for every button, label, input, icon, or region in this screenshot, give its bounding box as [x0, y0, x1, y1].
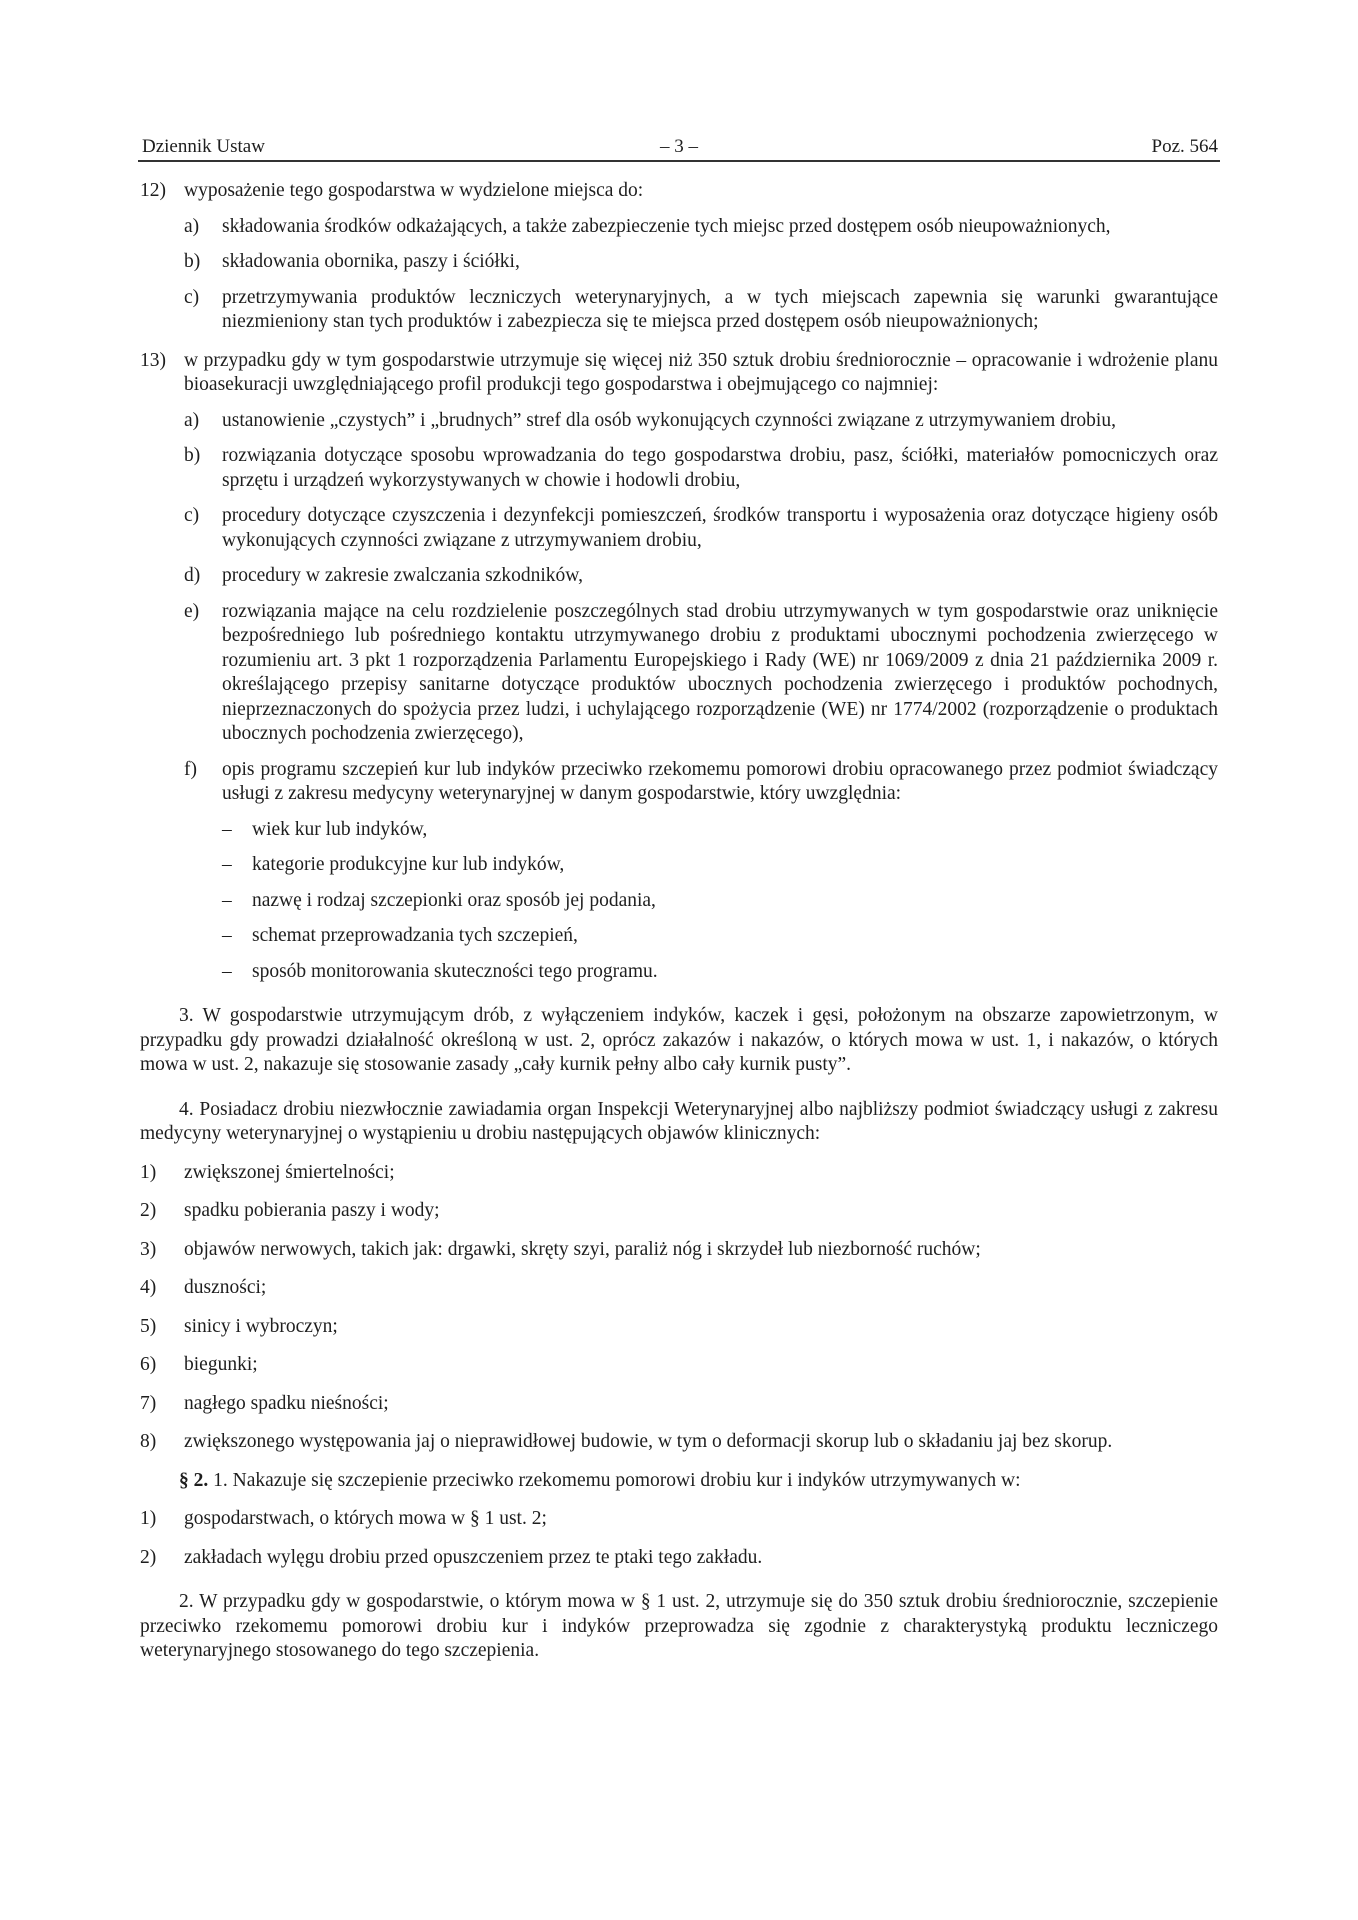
item-number: 8)	[140, 1431, 157, 1452]
sub-item	[140, 758, 1218, 807]
sub-item-label: c)	[184, 505, 200, 526]
sub-item	[140, 286, 1218, 335]
item-text: zwiększonego występowania jaj o nieprawidłowej budowie, w tym o deformacji skorup lub o składaniu jaj bez skorup.	[184, 1431, 1113, 1452]
bullet-item	[140, 889, 1218, 914]
sub-item	[140, 409, 1218, 434]
item-text: w przypadku gdy w tym gospodarstwie utrzymuje się więcej niż 350 sztuk drobiu średniorocznie – opracowanie i wdrożenie planu bioasekuracji uwzględniającego profil produkcji tego gospodarstwa i obejmującego co najmniej:	[184, 349, 1218, 395]
item-number: 2)	[140, 1200, 157, 1221]
sub-item-text: procedury w zakresie zwalczania szkodników,	[222, 565, 583, 586]
item-number: 6)	[140, 1354, 157, 1375]
list-item	[140, 349, 1218, 398]
item-text: objawów nerwowych, takich jak: drgawki, skręty szyi, paraliż nóg i skrzydeł lub niezborność ruchów;	[184, 1238, 981, 1260]
sub-item-label: a)	[184, 215, 200, 237]
sub-item-text: opis programu szczepień kur lub indyków przeciwko rzekomemu pomorowi drobiu opracowanego przez podmiot świadczący usługi z zakresu medycyny weterynaryjnej w danym gospodarstwie, który uwzględnia:	[222, 758, 1218, 804]
page-header	[138, 136, 1220, 162]
list-item	[140, 179, 1218, 204]
sub-item-label: d)	[184, 565, 201, 586]
sub-item	[140, 215, 1218, 240]
item-number: 4)	[140, 1277, 157, 1298]
sub-item-text: rozwiązania mające na celu rozdzielenie poszczególnych stad drobiu utrzymywanych w tym gospodarstwie oraz uniknięcie bezpośredniego lub pośredniego kontaktu utrzymywanego drobiu z produktami ubocznymi pochodzenia zwierzęcego w rozumieniu art. 3 pkt 1 rozporządzenia Parlamentu Europejskiego i Rady (WE) nr 1069/2009 z dnia 21 października 2009 r. określającego przepisy sanitarne dotyczące produktów ubocznych pochodzenia zwierzęcego i produktów pochodnych, nieprzeznaczonych do spożycia przez ludzi, i uchylającego rozporządzenie (WE) nr 1774/2002 (rozporządzenie o produktach ubocznych pochodzenia zwierzęcego),	[222, 600, 1218, 744]
sub-item-label: c)	[184, 286, 200, 308]
item-text: duszności;	[184, 1277, 267, 1298]
item-number: 12)	[140, 180, 166, 201]
bullet-text: sposób monitorowania skuteczności tego programu.	[252, 960, 658, 982]
sub-item	[140, 600, 1218, 747]
sub-item-text: składowania obornika, paszy i ściółki,	[222, 251, 520, 272]
dash-marker: –	[222, 889, 232, 911]
item-text: zwiększonej śmiertelności;	[184, 1161, 395, 1183]
bullet-text: kategorie produkcyjne kur lub indyków,	[252, 854, 565, 875]
position-number: Poz. 564	[1151, 136, 1218, 157]
journal-title: Dziennik Ustaw	[142, 136, 265, 157]
list-item	[140, 1353, 1218, 1378]
sub-item	[140, 250, 1218, 275]
list-item	[140, 1199, 1218, 1224]
list-item	[140, 1392, 1218, 1417]
bullet-item	[140, 924, 1218, 949]
dash-marker: –	[222, 925, 232, 946]
sub-item-label: e)	[184, 600, 200, 622]
item-number: 13)	[140, 349, 166, 371]
sub-item-text: ustanowienie „czystych” i „brudnych” stref dla osób wykonujących czynności związane z utrzymywaniem drobiu,	[222, 409, 1116, 431]
item-number: 7)	[140, 1392, 157, 1414]
bullet-item	[140, 853, 1218, 878]
list-item	[140, 1276, 1218, 1301]
list-item	[140, 1315, 1218, 1340]
dash-marker: –	[222, 854, 232, 875]
dash-marker: –	[222, 960, 232, 982]
list-item	[140, 1507, 1218, 1532]
item-text: wyposażenie tego gospodarstwa w wydzielone miejsca do:	[184, 180, 644, 201]
item-number: 1)	[140, 1508, 157, 1529]
item-text: gospodarstwach, o których mowa w § 1 ust. 2;	[184, 1508, 547, 1529]
sub-item-label: f)	[184, 758, 197, 780]
item-text: nagłego spadku nieśności;	[184, 1392, 389, 1414]
bullet-text: wiek kur lub indyków,	[252, 818, 428, 840]
sub-item-label: b)	[184, 445, 201, 466]
bullet-item	[140, 960, 1218, 985]
item-number: 2)	[140, 1546, 157, 1568]
item-number: 5)	[140, 1315, 157, 1337]
list-item	[140, 1430, 1218, 1455]
section-2-paragraph-1	[140, 1469, 1218, 1494]
item-number: 1)	[140, 1161, 157, 1183]
sub-item	[140, 504, 1218, 553]
list-item	[140, 1546, 1218, 1571]
sub-item-text: składowania środków odkażających, a także zabezpieczenie tych miejsc przed dostępem osób nieupoważnionych,	[222, 215, 1111, 237]
item-number: 3)	[140, 1238, 157, 1260]
dash-marker: –	[222, 818, 232, 840]
bullet-text: nazwę i rodzaj szczepionki oraz sposób jej podania,	[252, 889, 656, 911]
section-text: 1. Nakazuje się szczepienie przeciwko rzekomemu pomorowi drobiu kur i indyków utrzymywanych w:	[213, 1469, 1021, 1491]
item-text: spadku pobierania paszy i wody;	[184, 1200, 440, 1221]
sub-item-label: a)	[184, 409, 200, 431]
document-body	[140, 179, 1218, 1664]
sub-item-text: rozwiązania dotyczące sposobu wprowadzania do tego gospodarstwa drobiu, pasz, ściółki, materiałów pomocniczych oraz sprzętu i urządzeń wykorzystywanych w chowie i hodowli drobiu,	[222, 445, 1218, 491]
paragraph-3: 3. W gospodarstwie utrzymującym drób, z wyłączeniem indyków, kaczek i gęsi, położonym na obszarze zapowietrzonym, w przypadku gdy prowadzi działalność określoną w ust. 2, oprócz zakazów i nakazów, o których mowa w ust. 1, i nakazów, o których mowa w ust. 2, nakazuje się stosowanie zasady „cały kurnik pełny albo cały kurnik pusty”.	[140, 1005, 1218, 1075]
sub-item-text: procedury dotyczące czyszczenia i dezynfekcji pomieszczeń, środków transportu i wyposażenia oraz dotyczące higieny osób wykonujących czynności związane z utrzymywaniem drobiu,	[222, 505, 1218, 551]
sub-item	[140, 444, 1218, 493]
item-text: sinicy i wybroczyn;	[184, 1315, 338, 1337]
sub-item-text: przetrzymywania produktów leczniczych weterynaryjnych, a w tych miejscach zapewnia się warunki gwarantujące niezmieniony stan tych produktów i zabezpiecza się te miejsca przed dostępem osób nieupoważnionych;	[222, 286, 1218, 332]
sub-item	[140, 564, 1218, 589]
list-item	[140, 1161, 1218, 1186]
sub-item-label: b)	[184, 251, 201, 272]
bullet-text: schemat przeprowadzania tych szczepień,	[252, 925, 578, 946]
section-mark: § 2.	[179, 1469, 209, 1491]
paragraph-4: 4. Posiadacz drobiu niezwłocznie zawiadamia organ Inspekcji Weterynaryjnej albo najbliższy podmiot świadczący usługi z zakresu medycyny weterynaryjnej o wystąpieniu u drobiu następujących objawów klinicznych:	[140, 1098, 1218, 1144]
list-item	[140, 1238, 1218, 1263]
page-number: – 3 –	[660, 136, 698, 157]
item-text: biegunki;	[184, 1354, 258, 1375]
item-text: zakładach wylęgu drobiu przed opuszczeniem przez te ptaki tego zakładu.	[184, 1546, 763, 1568]
section-2-paragraph-2: 2. W przypadku gdy w gospodarstwie, o którym mowa w § 1 ust. 2, utrzymuje się do 350 sztuk drobiu średniorocznie, szczepienie przeciwko rzekomemu pomorowi drobiu kur i indyków przeprowadza się zgodnie z charakterystyką produktu leczniczego weterynaryjnego stosowanego do tego szczepienia.	[140, 1591, 1218, 1661]
bullet-item	[140, 818, 1218, 843]
